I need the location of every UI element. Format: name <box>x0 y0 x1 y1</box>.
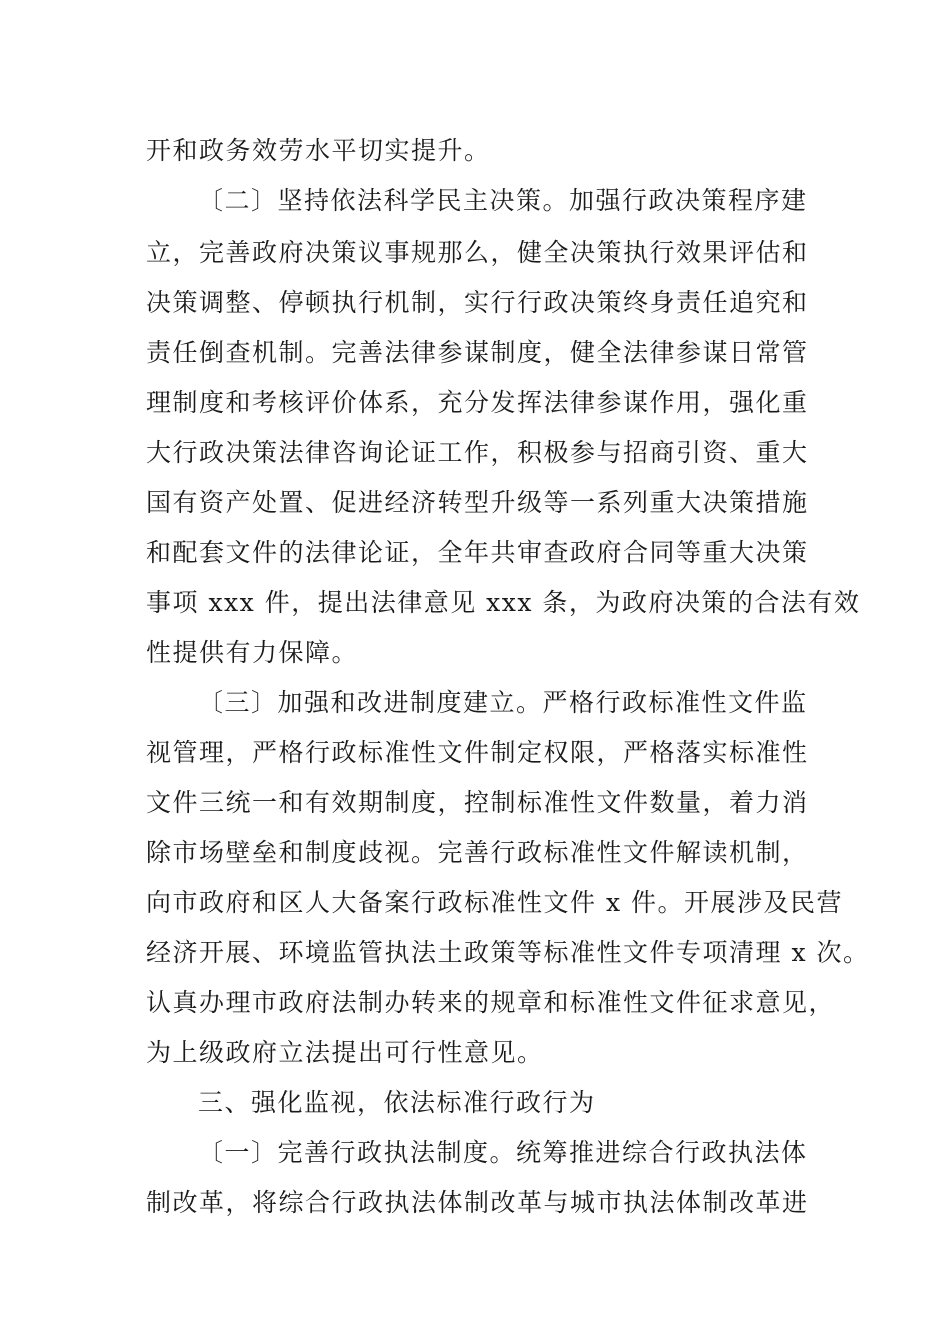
text-line: 文件三统一和有效期制度，控制标准性文件数量，着力消 <box>146 788 809 817</box>
text-line: 决策调整、停顿执行机制，实行行政决策终身责任追究和 <box>146 288 809 317</box>
text-line: 认真办理市政府法制办转来的规章和标准性文件征求意见， <box>146 988 836 1017</box>
text-line: 制改革，将综合行政执法体制改革与城市执法体制改革进 <box>146 1188 809 1217</box>
text-line: 〔三〕加强和改进制度建立。严格行政标准性文件监 <box>198 688 808 717</box>
text-line: 为上级政府立法提出可行性意见。 <box>146 1038 544 1067</box>
text-line: 立，完善政府决策议事规那么，健全决策执行效果评估和 <box>146 238 809 267</box>
text-line: 〔一〕完善行政执法制度。统筹推进综合行政执法体 <box>198 1138 808 1167</box>
text-line: 大行政决策法律咨询论证工作，积极参与招商引资、重大 <box>146 438 809 467</box>
text-line: 〔二〕坚持依法科学民主决策。加强行政决策程序建 <box>198 186 808 215</box>
section-heading: 三、强化监视，依法标准行政行为 <box>198 1088 596 1117</box>
text-line: 事项 xxx 件，提出法律意见 xxx 条，为政府决策的合法有效 <box>146 588 861 617</box>
text-line: 国有资产处置、促进经济转型升级等一系列重大决策措施 <box>146 488 809 517</box>
text-line: 向市政府和区人大备案行政标准性文件 x 件。开展涉及民营 <box>146 888 843 917</box>
text-line: 开和政务效劳水平切实提升。 <box>146 136 491 165</box>
text-line: 视管理，严格行政标准性文件制定权限，严格落实标准性 <box>146 738 809 767</box>
text-line: 和配套文件的法律论证，全年共审查政府合同等重大决策 <box>146 538 809 567</box>
text-line: 责任倒查机制。完善法律参谋制度，健全法律参谋日常管 <box>146 338 809 367</box>
text-line: 除市场壁垒和制度歧视。完善行政标准性文件解读机制， <box>146 838 809 867</box>
text-line: 理制度和考核评价体系，充分发挥法律参谋作用，强化重 <box>146 388 809 417</box>
text-line: 性提供有力保障。 <box>146 638 359 667</box>
text-line: 经济开展、环境监管执法土政策等标准性文件专项清理 x 次。 <box>146 938 870 967</box>
